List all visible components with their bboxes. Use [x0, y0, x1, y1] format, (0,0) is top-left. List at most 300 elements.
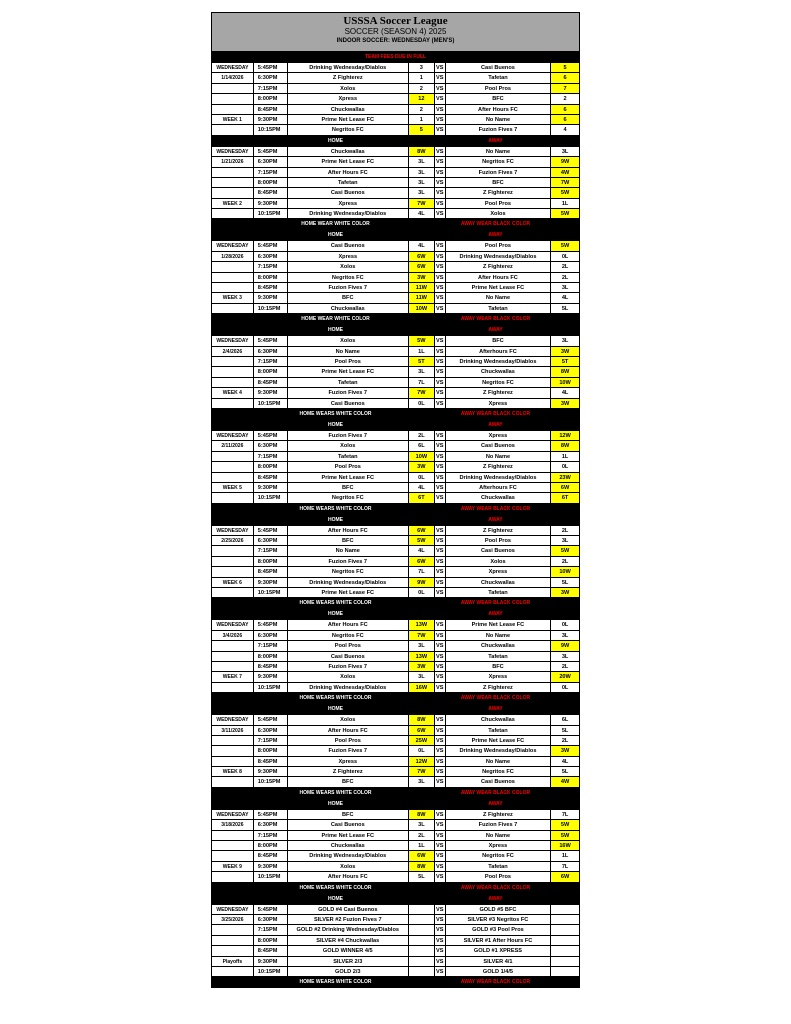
- away-team: Tafetan: [446, 726, 551, 735]
- away-score: 6W: [551, 483, 579, 492]
- away-score: 3L: [561, 653, 569, 660]
- week-label: WEEK 8: [212, 767, 254, 776]
- wear-color-bar: [211, 314, 580, 325]
- away-team: BFC: [446, 178, 551, 187]
- home-team: BFC: [288, 536, 409, 545]
- game-row: [212, 631, 579, 641]
- vs-label: VS: [435, 841, 446, 850]
- home-team: Drinking Wednesday/Diablos: [288, 683, 409, 692]
- away-team: Xpress: [446, 567, 551, 576]
- week-date: 1/14/2026: [212, 73, 254, 82]
- away-team: Pool Pros: [446, 84, 551, 93]
- home-team: GOLD #4 Casi Buenos: [288, 905, 409, 914]
- away-score: 3L: [561, 285, 569, 292]
- game-time: 5:45PM: [254, 431, 288, 440]
- away-score: 5L: [561, 305, 569, 312]
- away-team: Xpress: [446, 431, 551, 440]
- game-row: [212, 241, 579, 251]
- away-score: 3W: [551, 399, 579, 408]
- away-wear-label: AWAY WEAR BLACK COLOR: [460, 600, 531, 607]
- vs-label: VS: [435, 252, 446, 261]
- home-score: 4L: [409, 546, 435, 555]
- game-time: 8:00PM: [254, 557, 288, 566]
- home-score: 2L: [409, 831, 435, 840]
- home-score: [409, 915, 435, 924]
- home-wear-label: HOME WEAR WHITE COLOR: [301, 316, 370, 323]
- vs-label: VS: [435, 683, 446, 692]
- wear-color-bar: [211, 977, 580, 988]
- away-wear-label: AWAY WEAR BLACK COLOR: [460, 695, 531, 702]
- away-score: 0L: [561, 253, 569, 260]
- game-row: [212, 378, 579, 388]
- game-time: 5:45PM: [254, 620, 288, 629]
- vs-label: VS: [435, 546, 446, 555]
- away-score: 4W: [551, 168, 579, 177]
- home-team: Casi Buenos: [288, 820, 409, 829]
- home-score: 12W: [409, 757, 435, 766]
- game-row: [212, 757, 579, 767]
- home-away-bar: [211, 230, 580, 241]
- home-team: After Hours FC: [288, 872, 409, 881]
- game-row: [212, 252, 579, 262]
- week-cell: [212, 746, 254, 755]
- home-team: SILVER 2/3: [288, 957, 409, 966]
- away-team: Xpress: [446, 672, 551, 681]
- away-team: Casi Buenos: [446, 441, 551, 450]
- game-time: 9:30PM: [254, 672, 288, 681]
- week-date: 3/4/2026: [212, 631, 254, 640]
- game-row: [212, 209, 579, 219]
- vs-label: VS: [435, 862, 446, 871]
- game-time: 8:45PM: [254, 662, 288, 671]
- away-team: Casi Buenos: [446, 777, 551, 786]
- away-score: 2L: [561, 663, 569, 670]
- game-time: 7:15PM: [254, 84, 288, 93]
- week-cell: [212, 936, 254, 945]
- game-time: 8:00PM: [254, 367, 288, 376]
- game-row: [212, 777, 579, 787]
- vs-label: VS: [435, 483, 446, 492]
- away-label: AWAY: [488, 706, 503, 713]
- away-team: No Name: [446, 831, 551, 840]
- away-team: GOLD #3 Pool Pros: [446, 925, 551, 934]
- home-score: 0L: [409, 399, 435, 408]
- wear-color-bar: [211, 219, 580, 230]
- away-score: 4: [563, 127, 567, 134]
- away-team: Chuckwallas: [446, 578, 551, 587]
- week-day: WEDNESDAY: [212, 810, 254, 819]
- away-team: Afterhours FC: [446, 483, 551, 492]
- away-team: Pool Pros: [446, 199, 551, 208]
- home-team: Drinking Wednesday/Diablos: [288, 851, 409, 860]
- away-team: SILVER #3 Negritos FC: [446, 915, 551, 924]
- away-score: 0L: [561, 622, 569, 629]
- away-label: AWAY: [488, 895, 503, 902]
- game-row: [212, 367, 579, 377]
- vs-label: VS: [435, 967, 446, 976]
- away-score: 1L: [561, 200, 569, 207]
- away-score: [551, 905, 579, 914]
- away-team: Xolos: [446, 209, 551, 218]
- home-score: 8W: [409, 147, 435, 156]
- home-team: Negritos FC: [288, 493, 409, 502]
- away-score: 5W: [551, 546, 579, 555]
- game-row: [212, 304, 579, 314]
- away-team: Pool Pros: [446, 536, 551, 545]
- week-block: [211, 336, 580, 409]
- vs-label: VS: [435, 946, 446, 955]
- away-score: 2L: [561, 274, 569, 281]
- game-row: [212, 262, 579, 272]
- home-score: 3L: [409, 188, 435, 197]
- home-score: 1: [409, 115, 435, 124]
- home-team: Prime Net Lease FC: [288, 157, 409, 166]
- away-team: Afterhours FC: [446, 347, 551, 356]
- vs-label: VS: [435, 209, 446, 218]
- week-block: [211, 526, 580, 599]
- home-score: 10W: [409, 452, 435, 461]
- vs-label: VS: [435, 147, 446, 156]
- away-score: 0L: [561, 464, 569, 471]
- game-time: 10:15PM: [254, 588, 288, 597]
- home-score: [409, 925, 435, 934]
- game-time: 5:45PM: [254, 526, 288, 535]
- vs-label: VS: [435, 399, 446, 408]
- home-score: 8W: [409, 862, 435, 871]
- vs-label: VS: [435, 662, 446, 671]
- game-time: 7:15PM: [254, 831, 288, 840]
- game-time: 8:45PM: [254, 757, 288, 766]
- week-day: WEDNESDAY: [212, 620, 254, 629]
- away-score: 5W: [551, 241, 579, 250]
- home-wear-label: HOME WEARS WHITE COLOR: [299, 884, 372, 891]
- week-date: 1/28/2026: [212, 252, 254, 261]
- game-time: 5:45PM: [254, 63, 288, 72]
- week-cell: [212, 125, 254, 134]
- home-score: 12: [409, 94, 435, 103]
- vs-label: VS: [435, 283, 446, 292]
- vs-label: VS: [435, 757, 446, 766]
- home-score: 1: [409, 73, 435, 82]
- home-label: HOME: [328, 516, 343, 523]
- home-wear-label: HOME WEARS WHITE COLOR: [299, 600, 372, 607]
- vs-label: VS: [435, 736, 446, 745]
- vs-label: VS: [435, 620, 446, 629]
- home-score: [409, 957, 435, 966]
- away-team: Chuckwallas: [446, 641, 551, 650]
- game-time: 9:30PM: [254, 293, 288, 302]
- game-row: [212, 588, 579, 598]
- week-cell: [212, 105, 254, 114]
- week-block: [211, 810, 580, 883]
- wear-color-bar: [211, 409, 580, 420]
- away-wear-label: AWAY WEAR BLACK COLOR: [460, 884, 531, 891]
- vs-label: VS: [435, 73, 446, 82]
- away-score: 4W: [551, 777, 579, 786]
- week-cell: [212, 777, 254, 786]
- away-wear-label: AWAY WEAR BLACK COLOR: [460, 505, 531, 512]
- away-team: Z Fighterez: [446, 526, 551, 535]
- game-row: [212, 862, 579, 872]
- vs-label: VS: [435, 831, 446, 840]
- away-label: AWAY: [488, 421, 503, 428]
- game-time: 8:00PM: [254, 936, 288, 945]
- away-label: AWAY: [488, 611, 503, 618]
- home-team: GOLD #2 Drinking Wednesday/Diablos: [288, 925, 409, 934]
- week-cell: [212, 168, 254, 177]
- week-date: 2/4/2026: [212, 347, 254, 356]
- home-team: Xolos: [288, 336, 409, 345]
- game-time: 10:15PM: [254, 683, 288, 692]
- home-score: 2: [409, 84, 435, 93]
- away-score: 2L: [561, 264, 569, 271]
- away-team: Tafetan: [446, 73, 551, 82]
- vs-label: VS: [435, 957, 446, 966]
- away-score: [551, 967, 579, 976]
- vs-label: VS: [435, 357, 446, 366]
- week-cell: [212, 283, 254, 292]
- home-wear-label: HOME WEARS WHITE COLOR: [299, 695, 372, 702]
- game-time: 10:15PM: [254, 777, 288, 786]
- home-team: Prime Net Lease FC: [288, 588, 409, 597]
- game-time: 6:30PM: [254, 252, 288, 261]
- home-team: No Name: [288, 546, 409, 555]
- week-label: WEEK 4: [212, 388, 254, 397]
- away-score: 2L: [561, 527, 569, 534]
- away-team: Fuzion Fives 7: [446, 125, 551, 134]
- game-time: 9:30PM: [254, 388, 288, 397]
- away-score: 3W: [551, 746, 579, 755]
- home-score: 8W: [409, 810, 435, 819]
- week-cell: [212, 841, 254, 850]
- home-score: 3L: [409, 168, 435, 177]
- game-time: 8:45PM: [254, 851, 288, 860]
- game-row: [212, 84, 579, 94]
- away-team: No Name: [446, 147, 551, 156]
- away-team: BFC: [446, 94, 551, 103]
- game-row: [212, 820, 579, 830]
- schedule-sheet: [211, 12, 580, 988]
- home-team: Xolos: [288, 862, 409, 871]
- home-score: 6W: [409, 262, 435, 271]
- away-score: 0L: [561, 684, 569, 691]
- week-cell: [212, 304, 254, 313]
- home-label: HOME: [328, 421, 343, 428]
- week-cell: [212, 493, 254, 502]
- game-row: [212, 746, 579, 756]
- home-team: Negritos FC: [288, 567, 409, 576]
- game-row: [212, 936, 579, 946]
- home-team: Chuckwallas: [288, 105, 409, 114]
- vs-label: VS: [435, 304, 446, 313]
- week-date: 1/21/2026: [212, 157, 254, 166]
- vs-label: VS: [435, 536, 446, 545]
- game-time: 10:15PM: [254, 399, 288, 408]
- home-score: [409, 905, 435, 914]
- game-time: 7:15PM: [254, 262, 288, 271]
- away-score: 3W: [551, 588, 579, 597]
- home-score: 7W: [409, 631, 435, 640]
- home-score: 2: [409, 105, 435, 114]
- game-row: [212, 526, 579, 536]
- home-team: BFC: [288, 810, 409, 819]
- fees-notice: TEAM FEES DUE IN FULL: [364, 54, 427, 60]
- home-score: 1L: [409, 841, 435, 850]
- home-label: HOME: [328, 611, 343, 618]
- game-time: 6:30PM: [254, 631, 288, 640]
- home-score: 13W: [409, 620, 435, 629]
- week-block: [211, 147, 580, 220]
- week-label: WEEK 7: [212, 672, 254, 681]
- game-time: 7:15PM: [254, 925, 288, 934]
- vs-label: VS: [435, 105, 446, 114]
- away-score: 5L: [561, 769, 569, 776]
- home-team: Chuckwallas: [288, 304, 409, 313]
- home-score: 3: [409, 63, 435, 72]
- league-title: USSSA Soccer League: [343, 15, 448, 27]
- game-time: 8:45PM: [254, 567, 288, 576]
- game-time: 6:30PM: [254, 347, 288, 356]
- home-score: 7W: [409, 199, 435, 208]
- away-score: 6: [551, 115, 579, 124]
- home-score: 8W: [409, 715, 435, 724]
- away-team: Prime Net Lease FC: [446, 620, 551, 629]
- home-score: 6W: [409, 526, 435, 535]
- home-team: Xolos: [288, 262, 409, 271]
- game-row: [212, 125, 579, 135]
- week-label: WEEK 6: [212, 578, 254, 587]
- game-row: [212, 872, 579, 882]
- game-time: 8:45PM: [254, 283, 288, 292]
- away-label: AWAY: [488, 516, 503, 523]
- home-score: 5L: [409, 872, 435, 881]
- away-score: [551, 957, 579, 966]
- away-score: 1L: [561, 853, 569, 860]
- home-team: After Hours FC: [288, 726, 409, 735]
- vs-label: VS: [435, 462, 446, 471]
- week-cell: [212, 641, 254, 650]
- away-score: 5W: [551, 209, 579, 218]
- away-score: 4L: [561, 758, 569, 765]
- home-team: SILVER #4 Chuckwallas: [288, 936, 409, 945]
- game-row: [212, 483, 579, 493]
- game-row: [212, 957, 579, 967]
- away-label: AWAY: [488, 137, 503, 144]
- away-team: Z Fighterez: [446, 262, 551, 271]
- week-cell: [212, 452, 254, 461]
- away-team: Tafetan: [446, 652, 551, 661]
- wear-color-bar: [211, 693, 580, 704]
- game-time: 5:45PM: [254, 715, 288, 724]
- vs-label: VS: [435, 905, 446, 914]
- week-cell: [212, 273, 254, 282]
- home-away-bar: [211, 515, 580, 526]
- away-team: Negritos FC: [446, 378, 551, 387]
- game-row: [212, 620, 579, 630]
- away-score: 23W: [551, 473, 579, 482]
- vs-label: VS: [435, 199, 446, 208]
- game-row: [212, 652, 579, 662]
- week-date: 3/18/2026: [212, 820, 254, 829]
- home-score: 5T: [409, 357, 435, 366]
- home-score: 6W: [409, 851, 435, 860]
- away-team: No Name: [446, 115, 551, 124]
- week-cell: [212, 757, 254, 766]
- home-team: Casi Buenos: [288, 241, 409, 250]
- home-team: Negritos FC: [288, 631, 409, 640]
- game-time: 8:45PM: [254, 378, 288, 387]
- game-time: 8:45PM: [254, 473, 288, 482]
- away-score: 2L: [561, 558, 569, 565]
- home-score: 5W: [409, 336, 435, 345]
- game-row: [212, 188, 579, 198]
- home-team: Pool Pros: [288, 641, 409, 650]
- home-score: 6W: [409, 252, 435, 261]
- home-score: 7L: [409, 378, 435, 387]
- game-row: [212, 557, 579, 567]
- vs-label: VS: [435, 273, 446, 282]
- game-time: 8:00PM: [254, 178, 288, 187]
- game-time: 8:45PM: [254, 105, 288, 114]
- vs-label: VS: [435, 820, 446, 829]
- home-label: HOME: [328, 327, 343, 334]
- away-team: Chuckwallas: [446, 493, 551, 502]
- game-time: 6:30PM: [254, 726, 288, 735]
- home-team: Xpress: [288, 252, 409, 261]
- week-cell: [212, 567, 254, 576]
- vs-label: VS: [435, 567, 446, 576]
- home-score: 11W: [409, 293, 435, 302]
- week-cell: [212, 209, 254, 218]
- week-cell: [212, 188, 254, 197]
- home-team: Fuzion Fives 7: [288, 431, 409, 440]
- home-team: Negritos FC: [288, 273, 409, 282]
- game-row: [212, 578, 579, 588]
- home-label: HOME: [328, 137, 343, 144]
- wear-color-bar: [211, 504, 580, 515]
- home-team: After Hours FC: [288, 526, 409, 535]
- game-row: [212, 452, 579, 462]
- away-score: 6: [551, 105, 579, 114]
- vs-label: VS: [435, 125, 446, 134]
- week-block: [211, 715, 580, 788]
- home-score: 16W: [409, 683, 435, 692]
- game-row: [212, 946, 579, 956]
- away-score: [551, 936, 579, 945]
- week-cell: [212, 967, 254, 976]
- week-day: WEDNESDAY: [212, 526, 254, 535]
- week-day: WEDNESDAY: [212, 63, 254, 72]
- week-cell: [212, 262, 254, 271]
- vs-label: VS: [435, 810, 446, 819]
- away-team: Drinking Wednesday/Diablos: [446, 357, 551, 366]
- away-team: SILVER #1 After Hours FC: [446, 936, 551, 945]
- away-team: Negritos FC: [446, 157, 551, 166]
- home-team: Chuckwallas: [288, 147, 409, 156]
- vs-label: VS: [435, 157, 446, 166]
- home-wear-label: HOME WEARS WHITE COLOR: [299, 979, 372, 986]
- week-cell: [212, 357, 254, 366]
- game-row: [212, 905, 579, 915]
- home-team: Pool Pros: [288, 462, 409, 471]
- home-score: 4L: [409, 241, 435, 250]
- away-team: Negritos FC: [446, 767, 551, 776]
- home-away-bar: [211, 704, 580, 715]
- game-row: [212, 283, 579, 293]
- vs-label: VS: [435, 94, 446, 103]
- week-label: WEEK 1: [212, 115, 254, 124]
- week-date: 3/25/2026: [212, 915, 254, 924]
